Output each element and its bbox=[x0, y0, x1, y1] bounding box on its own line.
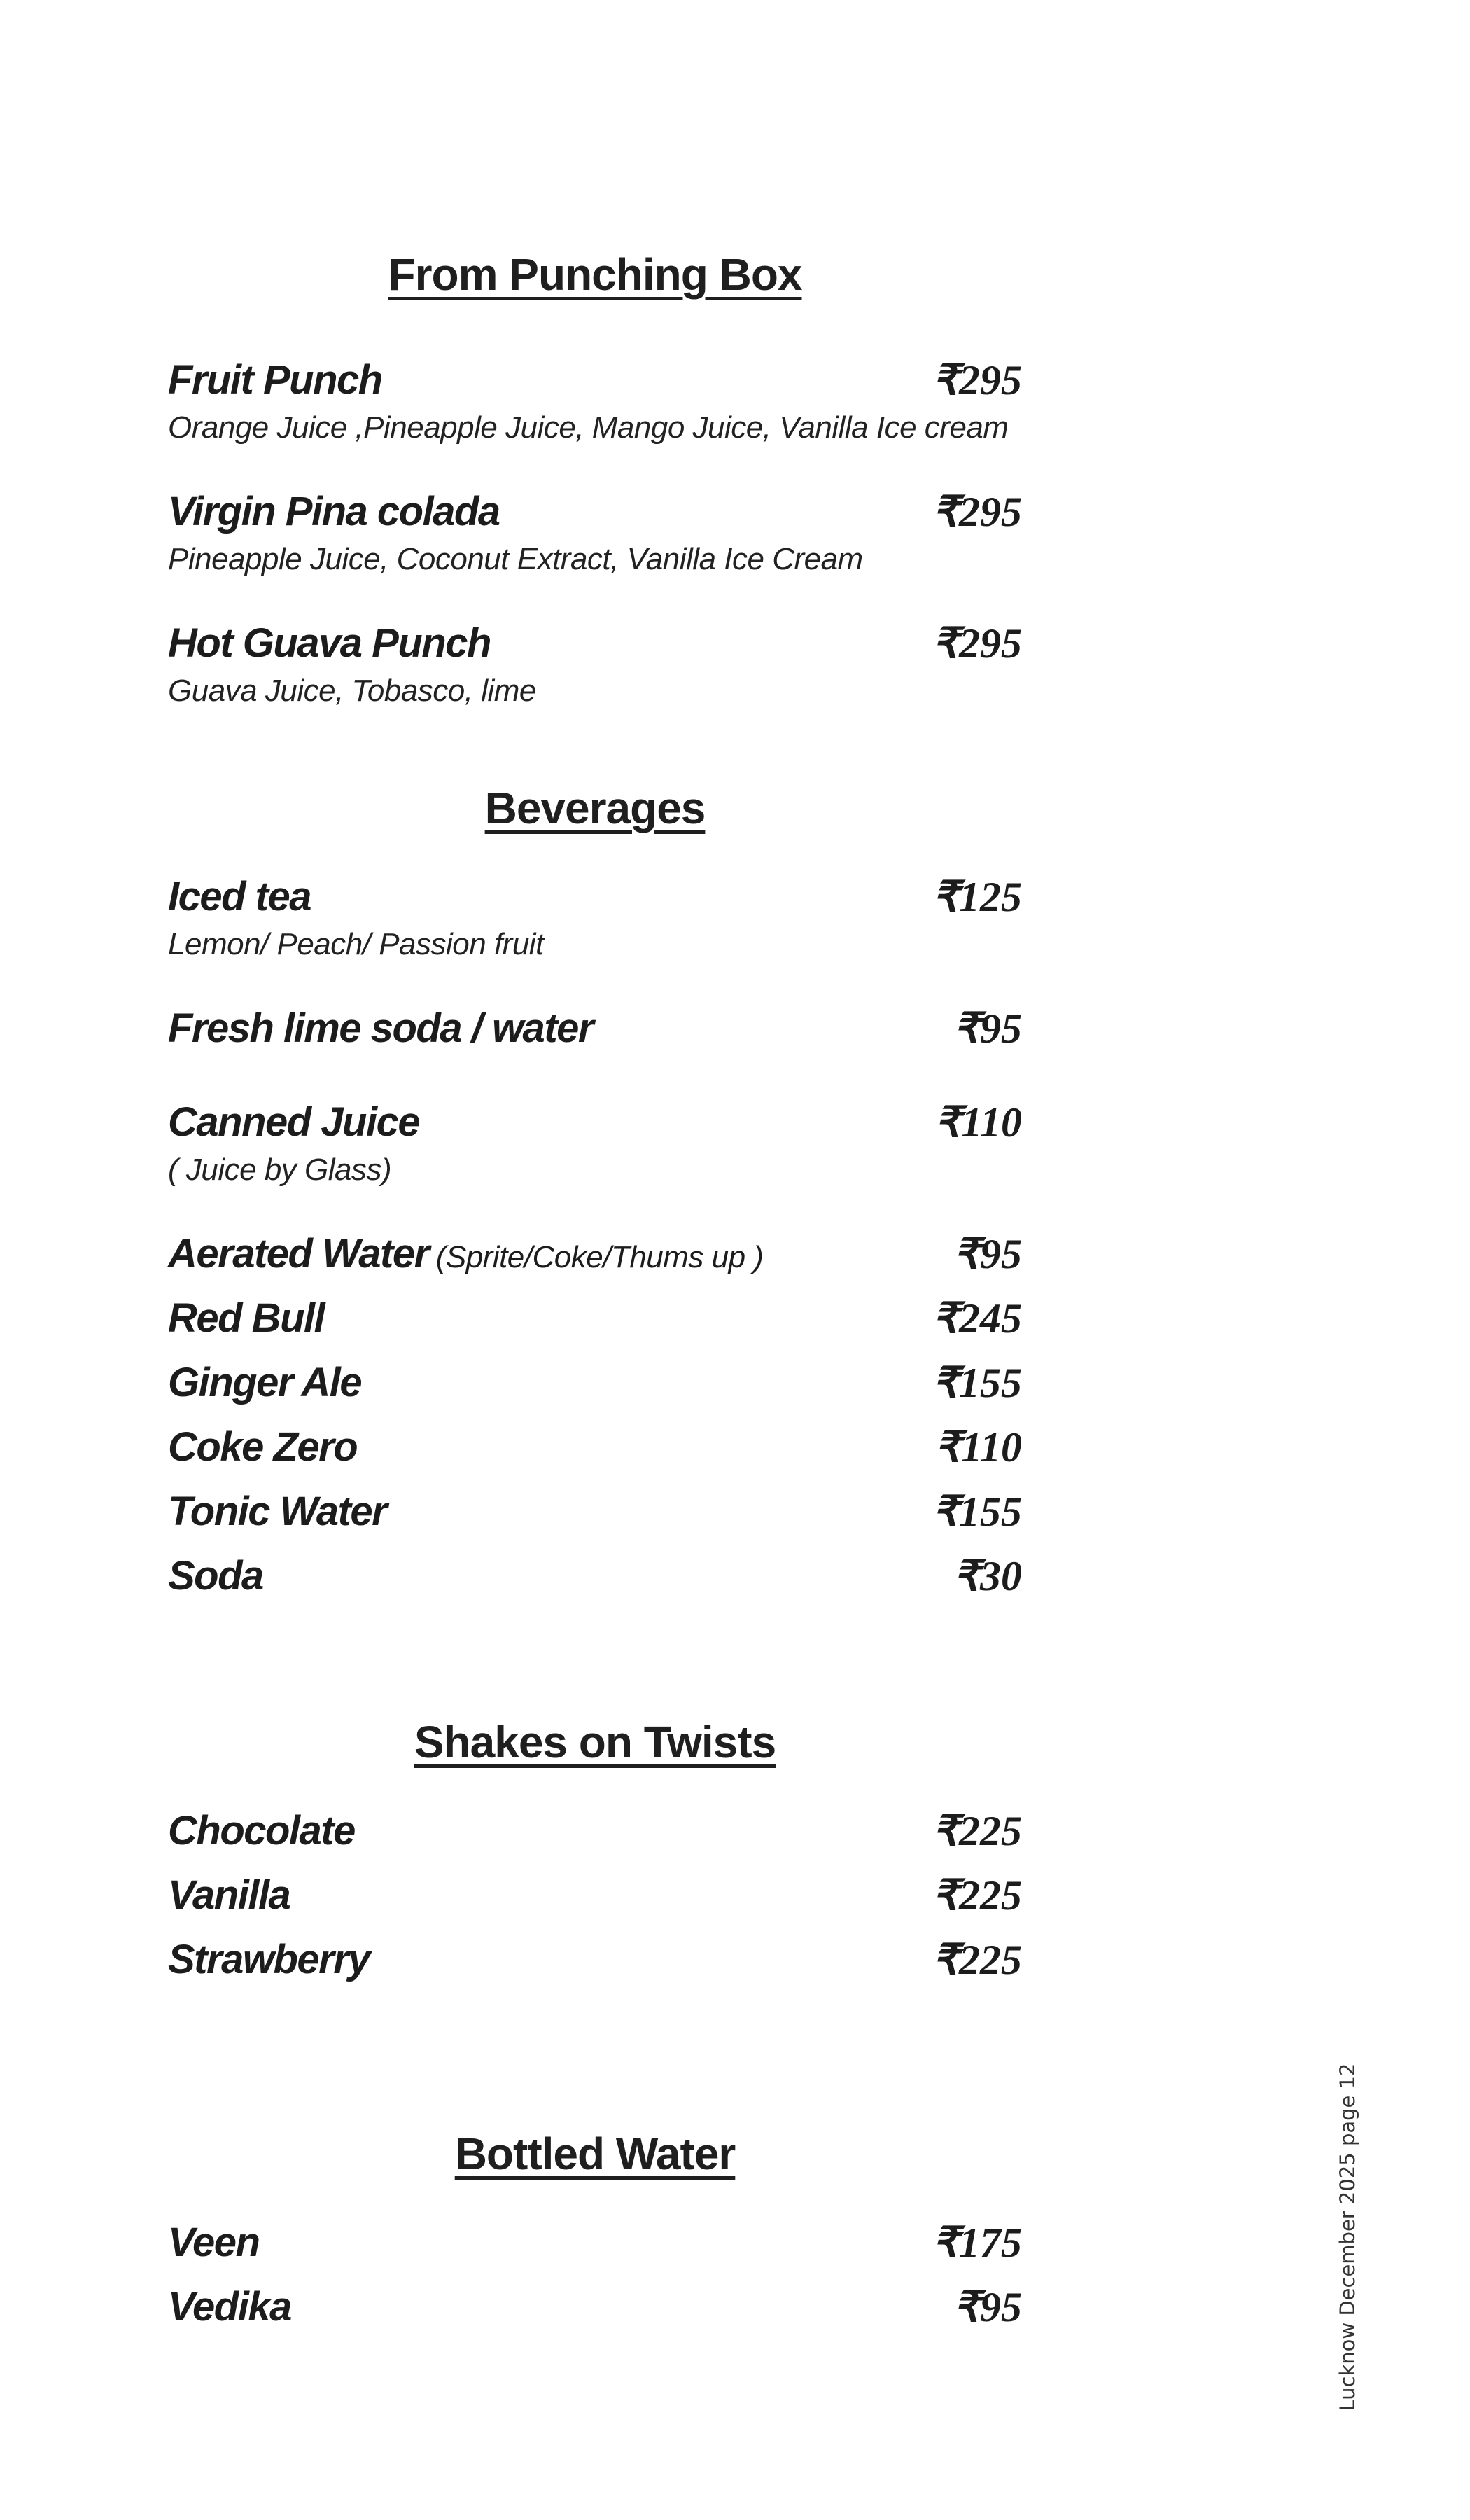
item-description: Lemon/ Peach/ Passion fruit bbox=[168, 927, 544, 961]
page-footer: Lucknow December 2025 page 12 bbox=[1336, 2063, 1359, 2411]
item-description: Orange Juice ,Pineapple Juice, Mango Juice, Vanilla Ice cream bbox=[168, 410, 1009, 445]
item-price: ₹95 bbox=[953, 1231, 1022, 1277]
item-name: Veen bbox=[168, 2220, 260, 2265]
item-name: Fresh lime soda / water bbox=[168, 1005, 593, 1051]
item-price: ₹225 bbox=[932, 1937, 1022, 1983]
item-price: ₹110 bbox=[934, 1099, 1022, 1146]
item-note: (Sprite/Coke/Thums up ) bbox=[435, 1240, 764, 1274]
item-price: ₹125 bbox=[932, 874, 1022, 920]
menu-item-fresh-lime-soda bbox=[168, 1001, 1022, 1057]
section-title-shakes: Shakes on Twists bbox=[414, 1717, 776, 1767]
menu-item-vanilla bbox=[168, 1867, 1022, 1923]
item-name: Canned Juice bbox=[168, 1099, 420, 1145]
menu-item-canned-juice bbox=[168, 1094, 1022, 1190]
item-price: ₹245 bbox=[932, 1295, 1022, 1342]
menu-item-aerated-water bbox=[168, 1226, 1022, 1282]
item-name: Vedika bbox=[168, 2284, 291, 2330]
menu-item-vedika bbox=[168, 2279, 1022, 2335]
menu-item-fruit-punch bbox=[168, 352, 1022, 447]
item-price: ₹155 bbox=[932, 1489, 1022, 1535]
item-price: ₹30 bbox=[953, 1553, 1022, 1599]
item-name: Strawberry bbox=[168, 1937, 370, 1982]
item-description: Guava Juice, Tobasco, lime bbox=[168, 674, 536, 708]
item-name: Ginger Ale bbox=[168, 1360, 362, 1405]
item-name: Red Bull bbox=[168, 1295, 325, 1341]
item-price: ₹175 bbox=[932, 2220, 1022, 2266]
menu-item-tonic-water bbox=[168, 1484, 1022, 1540]
menu-item-soda bbox=[168, 1548, 1022, 1604]
item-name: Soda bbox=[168, 1553, 263, 1599]
item-name: Chocolate bbox=[168, 1808, 355, 1853]
item-price: ₹225 bbox=[932, 1808, 1022, 1854]
menu-item-iced-tea bbox=[168, 869, 1022, 964]
item-name: Fruit Punch bbox=[168, 357, 382, 403]
item-name: Virgin Pina colada bbox=[168, 489, 500, 534]
item-price: ₹95 bbox=[953, 1005, 1022, 1052]
item-description: ( Juice by Glass) bbox=[168, 1153, 392, 1187]
item-name: Iced tea bbox=[168, 874, 311, 919]
item-name-text: Aerated Water bbox=[168, 1231, 429, 1276]
item-description: Pineapple Juice, Coconut Extract, Vanilla Ice Cream bbox=[168, 542, 863, 576]
item-name: Hot Guava Punch bbox=[168, 620, 491, 666]
menu-item-chocolate bbox=[168, 1803, 1022, 1859]
menu-item-virgin-pina-colada bbox=[168, 484, 1022, 579]
item-name: Tonic Water bbox=[168, 1489, 387, 1534]
item-name: Coke Zero bbox=[168, 1424, 358, 1470]
item-name: Vanilla bbox=[168, 1872, 290, 1918]
item-price: ₹95 bbox=[953, 2284, 1022, 2330]
menu-item-hot-guava-punch bbox=[168, 615, 1022, 711]
section-title-punching-box: From Punching Box bbox=[388, 249, 802, 300]
item-price: ₹110 bbox=[934, 1424, 1022, 1470]
menu-item-veen bbox=[168, 2215, 1022, 2271]
item-price: ₹295 bbox=[932, 357, 1022, 403]
item-name bbox=[168, 1226, 763, 1286]
item-price: ₹155 bbox=[932, 1360, 1022, 1406]
section-title-bottled-water: Bottled Water bbox=[454, 2129, 736, 2179]
item-price: ₹295 bbox=[932, 620, 1022, 667]
menu-item-strawberry bbox=[168, 1932, 1022, 1988]
menu-item-ginger-ale bbox=[168, 1355, 1022, 1411]
item-price: ₹295 bbox=[932, 489, 1022, 535]
section-title-beverages: Beverages bbox=[484, 783, 706, 833]
menu-item-coke-zero bbox=[168, 1419, 1022, 1475]
menu-item-red-bull bbox=[168, 1290, 1022, 1346]
item-price: ₹225 bbox=[932, 1872, 1022, 1919]
